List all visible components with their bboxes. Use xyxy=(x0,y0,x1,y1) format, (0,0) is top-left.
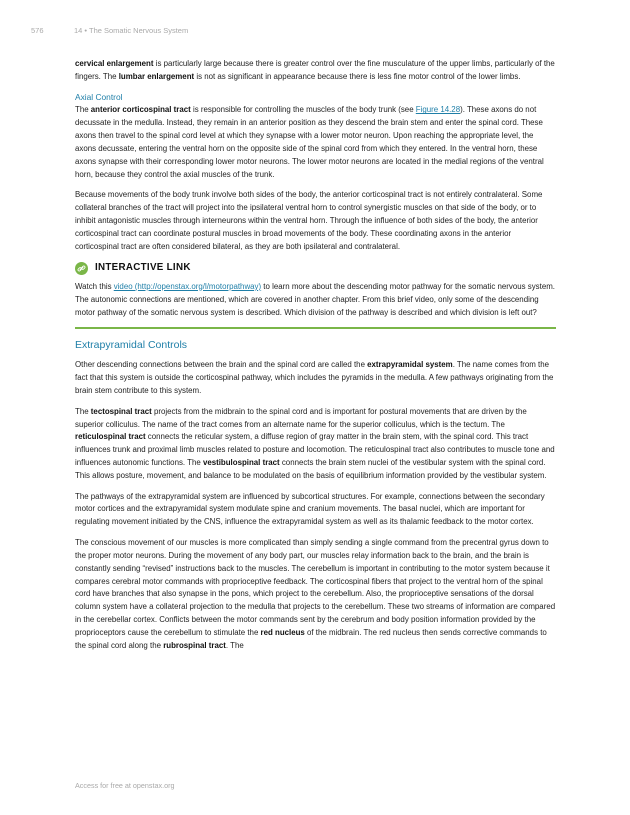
video-link[interactable]: video (http://openstax.org/l/motorpathway) xyxy=(113,281,262,291)
page-content xyxy=(75,58,556,660)
paragraph-axial-2: Because movements of the body trunk involve both sides of the body, the anterior corticospinal tract is not entirely contralateral. Some collateral branches of the tract will project into the ipsilateral ventral horn to control synergistic muscles on that side of the body, or to inhibit antagonistic muscles through interneurons within the ventral horn. Through the influence of both sides of the body, the anterior corticospinal tract can coordinate postural muscles in broad movements of the body. These coordinating axons in the anterior corticospinal tract are often considered bilateral, as they are both ipsilateral and contralateral. xyxy=(75,190,543,251)
text: is particularly large because there is greater control over the fine musculature of the upper limbs, particularly of the fingers. The xyxy=(75,59,555,81)
text: The conscious movement of our muscles is more complicated than simply sending a single command from the precentral gyrus down to the proper motor neurons. During the movement of any body part, our muscles relay information back to the brain, and the brain is constantly sending “revised” instructions back to the muscles. The cerebellum is important in contributing to the motor system because it compares cerebral motor commands with proprioceptive feedback. The corticospinal fibers that project to the ventral horn of the spinal cord have branches that also synapse in the pons, which project to the cerebellum. Also, the proprioceptive sensations of the dorsal column system have a collateral projection to the medulla that projects to the cerebellum. These two streams of information are compared in the cerebellar cortex. Conflicts between the motor commands sent by the cerebrum and body position information provided by the proprioceptors cause the cerebellum to stimulate the xyxy=(75,537,556,638)
text: is not as significant in appearance because there is less fine motor control of the lower limbs. xyxy=(194,71,521,81)
paragraph-enlargements xyxy=(75,58,556,84)
page-number: 576 xyxy=(31,26,44,35)
text: connects the reticular system, a diffuse region of gray matter in the brain stem, with the spinal cord. This tract influences trunk and proximal limb muscles related to posture and locomotion. The reticulospinal tract also contributes to muscle tone and influences autonomic functions. The xyxy=(75,432,555,468)
text: . The name comes from the fact that this system is outside the corticospinal pathway, which includes the pyramids in the medulla. A few pathways originating from the brain stem contribute to this system. xyxy=(75,360,554,396)
term-lumbar-enlargement: lumbar enlargement xyxy=(118,71,195,81)
term-cervical-enlargement: cervical enlargement xyxy=(75,59,154,68)
term-extrapyramidal-system: extrapyramidal system xyxy=(367,360,453,370)
text: Other descending connections between the brain and the spinal cord are called the xyxy=(75,360,368,370)
paragraph-interactive xyxy=(75,281,556,320)
term-vestibulospinal-tract: vestibulospinal tract xyxy=(202,458,280,468)
term-rubrospinal-tract: rubrospinal tract xyxy=(163,641,226,651)
text: projects from the midbrain to the spinal cord and is important for postural movements that are driven by the superior colliculus. The name of the tract comes from an alternate name for the superior colliculus, which is the tectum. The xyxy=(75,406,527,429)
running-header xyxy=(31,26,188,35)
text: ). These axons do not decussate in the medulla. Instead, they remain in an anterior position as they descend the brain stem and enter the spinal cord. These axons then travel to the spinal cord level at which they synapse with a lower motor neuron. Upon reaching the appropriate level, the axons decussate, entering the ventral horn on the opposite side of the spinal cord from which they entered. In the ventral horn, these axons synapse with their corresponding lower motor neurons. The lower motor neurons are located in the medial regions of the ventral horn, because they control the axial muscles of the trunk. xyxy=(75,105,544,179)
paragraph-axial-1 xyxy=(75,104,556,181)
paragraph-extra-3: The pathways of the extrapyramidal system are influenced by subcortical structures. For example, connections between the secondary motor cortices and the extrapyramidal system modulate spine and cranium movements. The basal nuclei, which are important for regulating movement initiated by the CNS, influence the extrapyramidal system as well as its thalamic feedback to the motor cortex. xyxy=(75,491,545,527)
text: The xyxy=(75,105,91,115)
term-anterior-corticospinal-tract: anterior corticospinal tract xyxy=(90,105,191,115)
section-heading-extrapyramidal: Extrapyramidal Controls xyxy=(75,339,188,352)
text: is responsible for controlling the muscles of the body trunk (see xyxy=(190,105,416,115)
subheading-axial-control: Axial Control xyxy=(75,92,123,103)
paragraph-extra-4 xyxy=(75,537,556,653)
interactive-link-title: INTERACTIVE LINK xyxy=(95,261,191,273)
link-icon xyxy=(75,262,88,275)
paragraph-extra-1 xyxy=(75,359,556,398)
term-red-nucleus: red nucleus xyxy=(260,628,305,638)
page-footer: Access for free at openstax.org xyxy=(75,781,175,790)
figure-link[interactable]: Figure 14.28 xyxy=(415,105,461,115)
text: of the midbrain. The red nucleus then sends corrective commands to the spinal cord along the xyxy=(75,628,547,651)
section-divider xyxy=(75,327,556,329)
text: The xyxy=(75,406,91,416)
term-tectospinal-tract: tectospinal tract xyxy=(90,406,152,416)
text: Watch this xyxy=(75,281,114,291)
text: to learn more about the descending motor pathway for the somatic nervous system. The autonomic connections are mentioned, which are covered in another chapter. From this brief video, only some of the descending motor pathway of the somatic nervous system is described. Which division of the pathway is described and which division is left out? xyxy=(75,281,555,317)
chapter-title: 14 • The Somatic Nervous System xyxy=(74,26,189,35)
paragraph-extra-2 xyxy=(75,406,556,483)
interactive-link-heading xyxy=(75,262,556,275)
term-reticulospinal-tract: reticulospinal tract xyxy=(75,432,146,442)
text: . The xyxy=(225,641,244,651)
text: connects the brain stem nuclei of the vestibular system with the spinal cord. This allows posture, movement, and balance to be modulated on the basis of equilibrium information provided by the vestibular system. xyxy=(75,458,547,481)
